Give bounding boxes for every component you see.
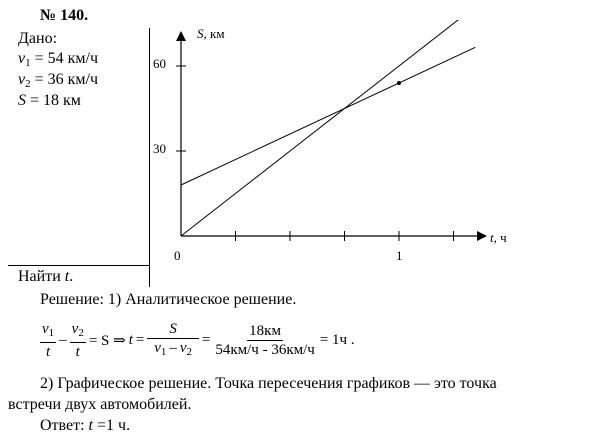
answer-line	[40, 417, 130, 435]
result: = 1ч .	[319, 332, 355, 348]
y-axis-label	[197, 26, 225, 41]
v2-value: = 36 км/ч	[30, 71, 99, 88]
x-axis-label-var: t,	[490, 230, 497, 245]
x-axis-label	[490, 230, 507, 245]
graphic-solution-line1: 2) Графическое решение. Точка пересечения графиков — это точка	[40, 375, 497, 392]
graphic-solution-line2: встречи двух автомобилей.	[8, 396, 192, 413]
find-end: .	[69, 268, 74, 285]
ticks	[153, 56, 454, 263]
f2-den: t	[75, 344, 80, 360]
x-axis-label-unit: ч	[496, 230, 507, 245]
v1-symbol: v	[18, 50, 26, 67]
answer-value: =1 ч.	[93, 417, 131, 434]
find-label: Найти	[18, 268, 65, 285]
answer-label: Ответ:	[40, 417, 89, 434]
problem-number: № 140.	[40, 7, 89, 24]
series	[181, 20, 475, 236]
s-symbol: S	[18, 92, 26, 109]
origin-label: 0	[174, 248, 181, 263]
equals-s-implies: = S ⇒	[88, 333, 126, 349]
given-label: Дано:	[18, 30, 58, 47]
fraction-v1-t	[40, 320, 56, 361]
f2-num-sub: 2	[78, 327, 84, 339]
equals-sign-1: =	[135, 332, 145, 348]
f4-den: 54км/ч - 36км/ч	[215, 342, 315, 358]
minus-sign: –	[59, 332, 67, 348]
f3-den-a-symbol: v	[154, 340, 161, 356]
equals-sign-2: =	[201, 332, 211, 348]
y-axis-label-var: S,	[197, 26, 207, 41]
v2-sub: 2	[25, 78, 31, 90]
answer-var: t	[88, 417, 93, 434]
f3-num: S	[147, 320, 199, 339]
fraction-s-dv	[147, 320, 199, 361]
f2-num-symbol: v	[71, 321, 79, 337]
solution-formula	[40, 320, 358, 361]
v1-value: = 54 км/ч	[30, 50, 99, 67]
series-line-1	[181, 20, 475, 236]
f1-num-sub: 1	[48, 327, 55, 339]
f1-num-symbol: v	[42, 321, 49, 337]
f3-den-a-sub: 1	[160, 346, 167, 358]
y-tick-label-0: 30	[153, 141, 166, 157]
series-line-2	[181, 47, 475, 185]
distance-time-chart	[150, 20, 530, 275]
f3-den-minus: –	[169, 340, 177, 356]
find-line	[18, 267, 73, 287]
x-tick-label-0: 1	[396, 248, 403, 263]
find-var: t	[64, 268, 70, 285]
v2-symbol: v	[18, 71, 26, 88]
y-tick-label-1: 60	[153, 56, 166, 72]
intersection-point	[397, 81, 401, 85]
s-value: = 18 км	[26, 92, 81, 109]
f3-den-b-sub: 2	[186, 346, 193, 358]
given-horizontal-divider	[8, 265, 150, 266]
f3-den-b-symbol: v	[179, 340, 187, 356]
solution-heading: Решение: 1) Аналитическое решение.	[40, 291, 297, 308]
f1-den: t	[46, 344, 51, 360]
v1-sub: 1	[25, 57, 31, 69]
t-variable: t	[128, 332, 133, 348]
fraction-numeric	[213, 322, 316, 359]
fraction-v2-t	[70, 320, 86, 361]
y-axis-label-unit: км	[206, 26, 225, 41]
f4-num: 18км	[249, 323, 281, 339]
given-s	[18, 91, 81, 111]
